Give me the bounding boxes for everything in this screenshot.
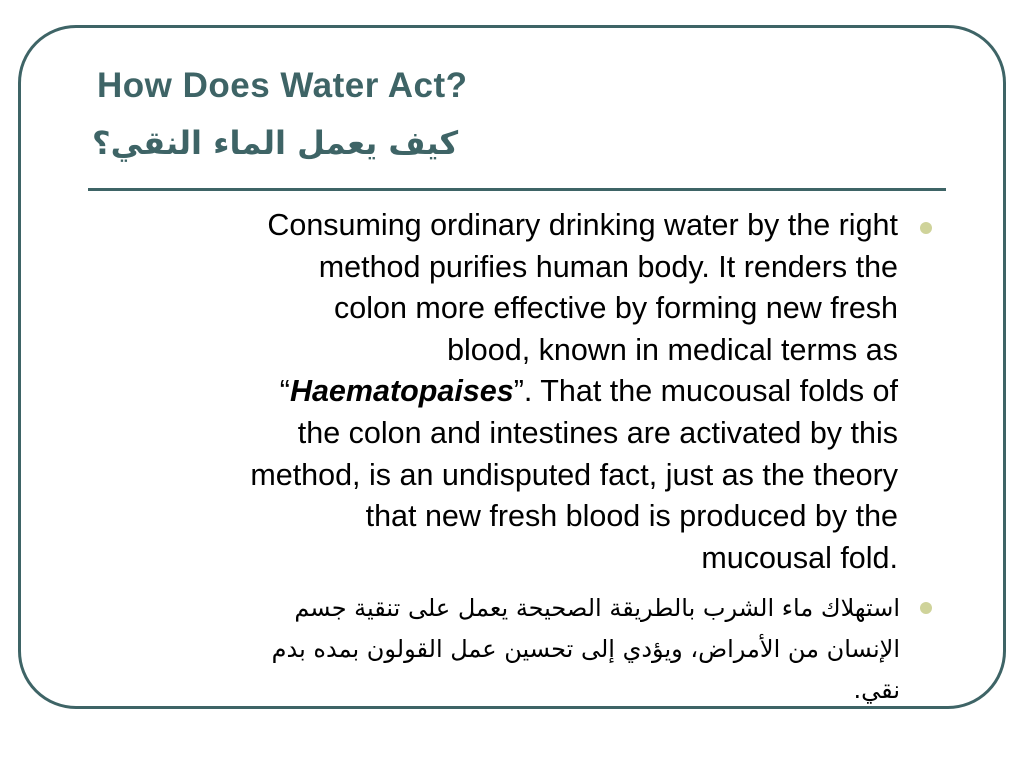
bullet-dot-icon [920,602,932,614]
slide-title: How Does Water Act? [97,66,468,105]
medical-term-emphasis: Haematopaises [289,374,514,409]
bullet-text-part: Consuming ordinary drinking water by the right method purifies human body. It renders the colon more effective by forming new fresh blood, known in medical terms as “ [267,208,898,409]
slide-title-arabic: كيف يعمل الماء النقي؟ [92,124,459,162]
bullet-text-arabic: استهلاك ماء الشرب بالطريقة الصحيحة يعمل على تنقية جسم الإنسان من الأمراض، ويؤدي إلى تحسين عمل القولون بمده بدم نقي. [271,594,900,704]
title-divider [88,188,946,191]
bullet-text-english [70,205,898,579]
bullet-text-part: ”. That the mucousal folds of the colon and intestines are activated by this method, is an undisputed fact, just as the theory that new fresh blood is produced by the mucousal fold. [250,374,898,575]
bullet-dot-icon [920,222,932,234]
